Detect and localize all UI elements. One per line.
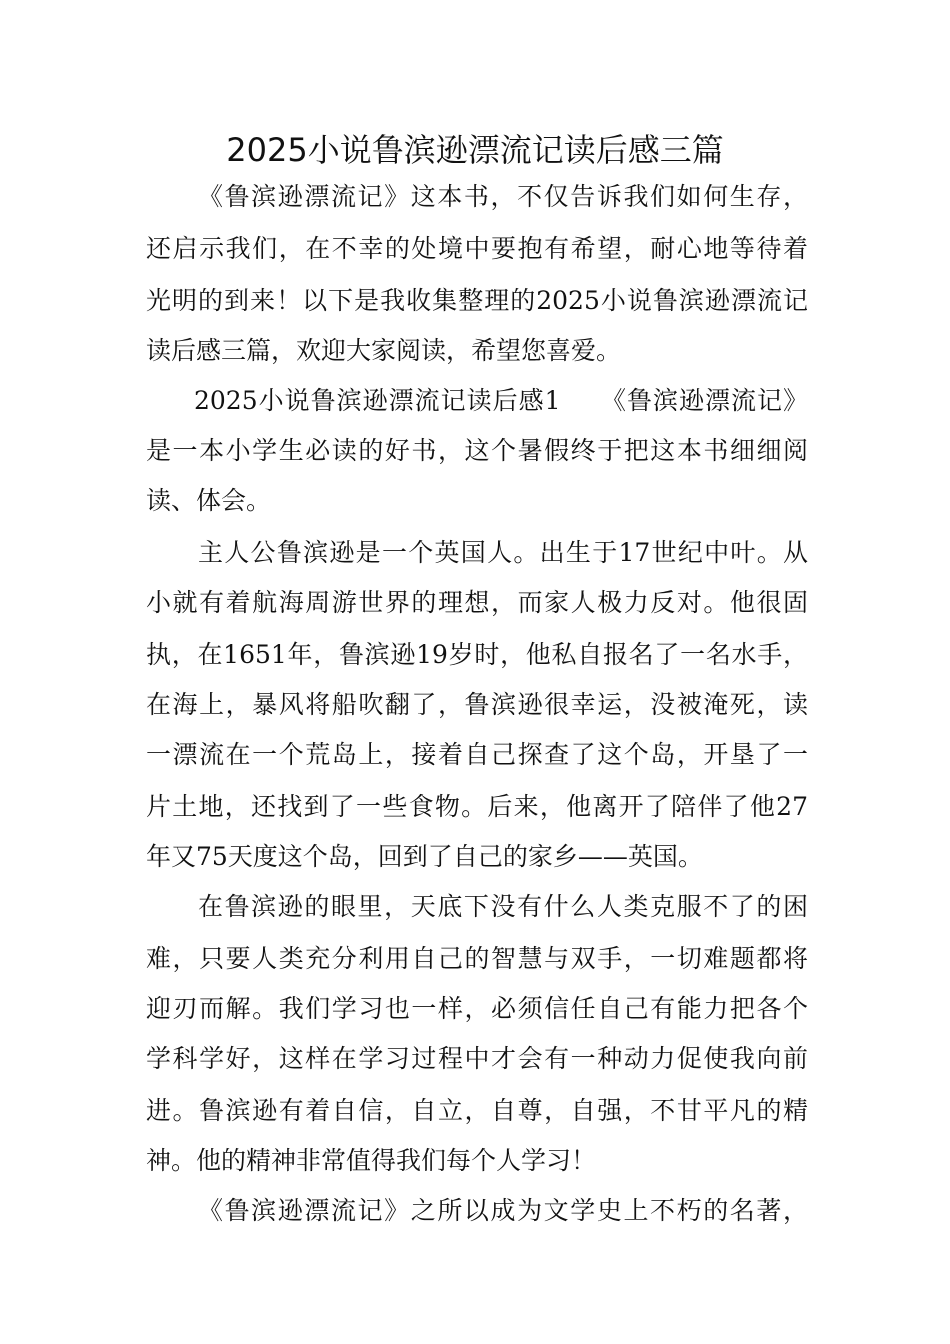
paragraph-line: 《鲁滨逊漂流记》之所以成为文学史上不朽的名著， <box>198 1196 808 1225</box>
paragraph-line: 执，在1651年，鲁滨逊19岁时，他私自报名了一名水手， <box>146 640 808 669</box>
paragraph-line: 是一本小学生必读的好书，这个暑假终于把这本书细细阅 <box>146 436 808 465</box>
document-title: 2025小说鲁滨逊漂流记读后感三篇 <box>226 131 724 169</box>
paragraph-line: 在鲁滨逊的眼里，天底下没有什么人类克服不了的困 <box>198 892 808 921</box>
paragraph-line: 难，只要人类充分利用自己的智慧与双手，一切难题都将 <box>146 944 808 973</box>
paragraph-line: 2025小说鲁滨逊漂流记读后感1 《鲁滨逊漂流记》 <box>194 386 808 415</box>
paragraph-line: 在海上，暴风将船吹翻了，鲁滨逊很幸运，没被淹死，读 <box>146 690 808 719</box>
paragraph-line: 还启示我们，在不幸的处境中要抱有希望，耐心地等待着 <box>146 234 808 263</box>
paragraph-line: 年又75天度这个岛，回到了自己的家乡——英国。 <box>146 842 703 871</box>
paragraph-line: 读、体会。 <box>146 486 272 515</box>
paragraph-line: 《鲁滨逊漂流记》这本书，不仅告诉我们如何生存， <box>198 182 808 211</box>
paragraph-line: 读后感三篇，欢迎大家阅读，希望您喜爱。 <box>146 336 622 365</box>
paragraph-line: 学科学好，这样在学习过程中才会有一种动力促使我向前 <box>146 1044 808 1073</box>
paragraph-line: 主人公鲁滨逊是一个英国人。出生于17世纪中叶。从 <box>198 538 808 567</box>
paragraph-line: 神。他的精神非常值得我们每个人学习！ <box>146 1146 597 1175</box>
paragraph-line: 光明的到来！以下是我收集整理的2025小说鲁滨逊漂流记 <box>146 286 808 315</box>
paragraph-line: 小就有着航海周游世界的理想，而家人极力反对。他很固 <box>146 588 808 617</box>
paragraph-line: 迎刃而解。我们学习也一样，必须信任自己有能力把各个 <box>146 994 808 1023</box>
paragraph-line: 片土地，还找到了一些食物。后来，他离开了陪伴了他27 <box>146 792 808 821</box>
paragraph-line: 一漂流在一个荒岛上，接着自己探查了这个岛，开垦了一 <box>146 740 808 769</box>
paragraph-line: 进。鲁滨逊有着自信，自立，自尊，自强，不甘平凡的精 <box>146 1096 808 1125</box>
